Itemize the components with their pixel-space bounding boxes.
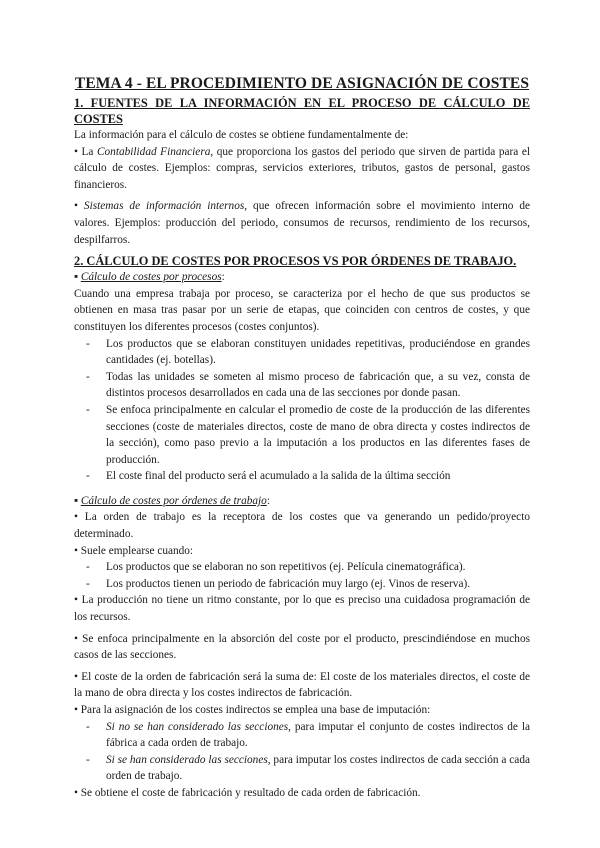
ordenes-subheading: ▪ Cálculo de costes por órdenes de trabajo: <box>74 494 270 507</box>
list-item: - Se enfoca principalmente en calcular el promedio de coste de la producción de las diferentes secciones (coste de materiales directos, coste de mano de obra directa y costes indirectos de la sección), como paso previo a la imputación a los productos en las diferentes fases de producción. <box>106 402 530 468</box>
ordenes-p4: • Se enfoca principalmente en la absorción del coste por el producto, prescindiéndose en muchos casos de las secciones. <box>74 632 530 662</box>
list-item: - Los productos que se elaboran constituyen unidades repetitivas, produciéndose en grandes cantidades (ej. botellas). <box>106 336 530 369</box>
page-title: TEMA 4 - EL PROCEDIMIENTO DE ASIGNACIÓN DE COSTES <box>74 75 530 92</box>
list-item: - Los productos tienen un periodo de fabricación muy largo (ej. Vinos de reserva). <box>106 576 530 593</box>
section-1-item-sistemas: • Sistemas de información internos, que ofrecen información sobre el movimiento interno de valores. Ejemplos: producción del periodo, consumos de recursos, rendimiento de los recursos, despilfarros. <box>74 200 531 246</box>
section-1-heading: 1. FUENTES DE LA INFORMACIÓN EN EL PROCESO DE CÁLCULO DE COSTES <box>74 96 530 126</box>
list-item: - Si no se han considerado las secciones, para imputar el conjunto de costes indirectos de la fábrica a cada orden de trabajo. <box>106 719 530 752</box>
ordenes-p3: • La producción no tiene un ritmo constante, por lo que es preciso una cuidadosa programación de los recursos. <box>74 594 530 624</box>
imputacion-list <box>74 719 530 785</box>
section-1-item-contabilidad: • La Contabilidad Financiera, que proporciona los gastos del periodo que sirven de partida para el cálculo de costes. Ejemplos: compras, servicios exteriores, tributos, gastos de personal, gastos financieros. <box>74 145 530 191</box>
procesos-intro: Cuando una empresa trabaja por proceso, se caracteriza por el hecho de que sus productos se obtienen en masa tras pasar por un serie de etapas, que coinciden con centros de costes, y que constituyen los diferentes procesos (costes conjuntos). <box>74 287 530 333</box>
list-item: - Si se han considerado las secciones, para imputar los costes indirectos de cada sección a cada orden de trabajo. <box>106 752 530 785</box>
procesos-subheading: ▪ Cálculo de costes por procesos: <box>74 271 225 284</box>
term-contabilidad-financiera: Contabilidad Financiera <box>96 145 211 158</box>
document-page <box>74 74 530 802</box>
section-2-heading: 2. CÁLCULO DE COSTES POR PROCESOS VS POR ÓRDENES DE TRABAJO. <box>74 254 517 269</box>
section-1-intro: La información para el cálculo de costes se obtiene fundamentalmente de: <box>74 129 409 141</box>
list-item: - Todas las unidades se someten al mismo proceso de fabricación que, a su vez, consta de distintos procesos desarrollados en cada una de las secciones por donde pasan. <box>106 369 530 402</box>
ordenes-p7: • Se obtiene el coste de fabricación y resultado de cada orden de fabricación. <box>74 786 421 799</box>
ordenes-p6: • Para la asignación de los costes indirectos se emplea una base de imputación: <box>74 704 431 716</box>
list-item: - Los productos que se elaboran no son repetitivos (ej. Película cinematográfica). <box>106 559 530 576</box>
ordenes-list <box>74 559 530 592</box>
ordenes-p1: • La orden de trabajo es la receptora de los costes que va generando un pedido/proyecto determinado. <box>74 511 530 541</box>
ordenes-p2: • Suele emplearse cuando: <box>74 544 194 557</box>
term-sistemas-informacion: Sistemas de información internos <box>83 200 245 213</box>
ordenes-p5: • El coste de la orden de fabricación será la suma de: El coste de los materiales directos, el coste de la mano de obra directa y los costes indirectos de fabricación. <box>74 670 530 700</box>
list-item: - El coste final del producto será el acumulado a la salida de la última sección <box>106 468 530 485</box>
procesos-list <box>74 336 530 485</box>
